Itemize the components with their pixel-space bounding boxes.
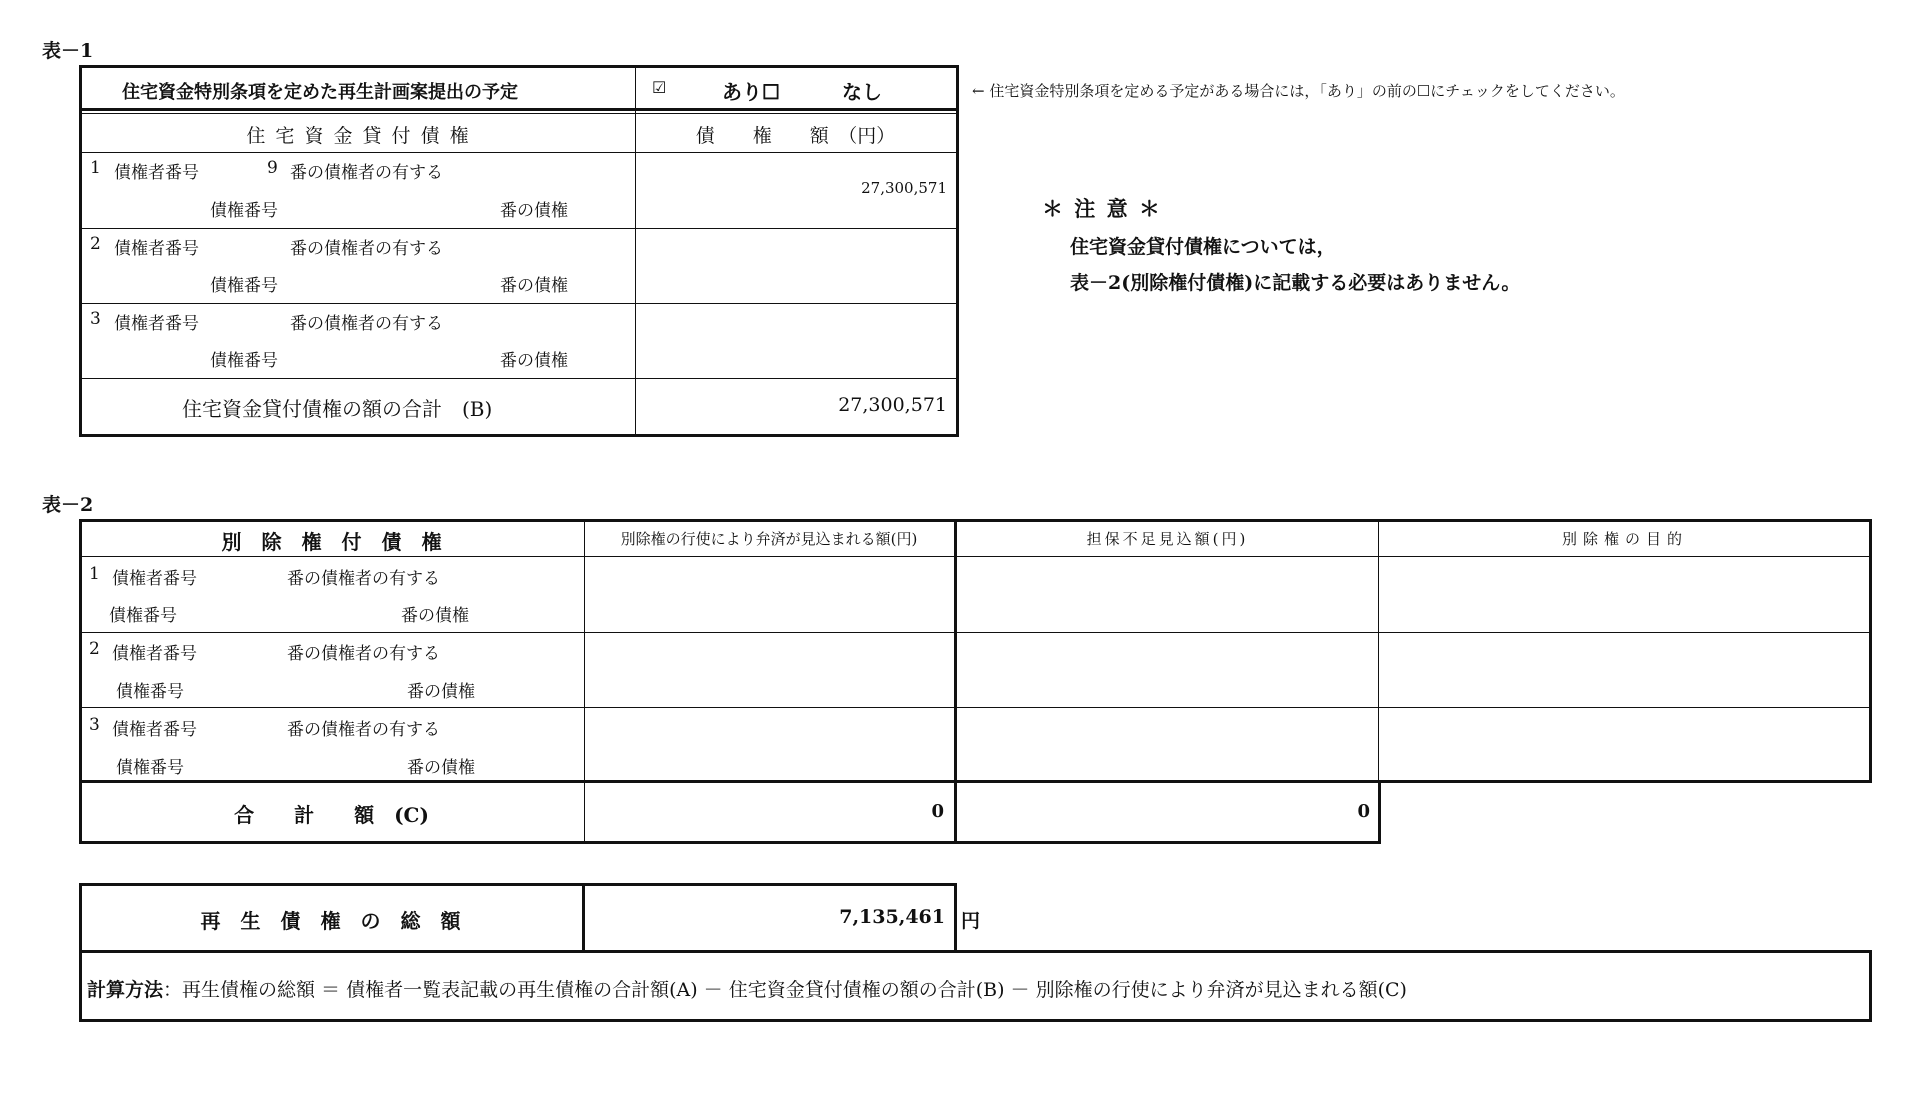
row-number: 1 [90,158,101,178]
table2-header-col2: 別除権の行使により弁済が見込まれる額(円) [620,530,918,548]
owned-label: 番の債権者の有する [290,239,443,259]
table2 [79,519,1872,844]
row-number: 1 [89,564,100,584]
summary-value: 7,135,461 [839,906,945,928]
method-text: ：再生債権の総額 ＝ 債権者一覧表記載の再生債権の合計額(A) － 住宅資金貸付債権の額の合計(B) － 別除権の行使により弁済が見込まれる額(C) [163,979,1407,1001]
owned-label: 番の債権者の有する [287,644,440,664]
row-number: 2 [90,234,101,254]
claim-suffix: 番の債権 [500,276,568,296]
owned-label: 番の債権者の有する [287,720,440,740]
notice-title: ＊ 注 意 ＊ [1042,196,1162,221]
creditor-number[interactable]: 9 [267,158,278,178]
claim-suffix: 番の債権 [407,758,475,778]
table1-header-right: 債 権 額 （円） [695,125,896,147]
claim-suffix: 番の債権 [500,351,568,371]
notice-line1: 住宅資金貸付債権については， [1070,236,1336,258]
plan-checkbox-icon[interactable]: ☑ [652,78,667,97]
plan-note: ← 住宅資金特別条項を定める予定がある場合には，「あり」の前の☐にチェックをしてください。 [972,82,1625,100]
creditor-label: 債権者番号 [114,163,199,183]
row-number: 3 [90,309,101,329]
table2-label: 表－2 [42,494,94,516]
summary-unit: 円 [961,910,981,932]
owned-label: 番の債権者の有する [290,163,443,183]
creditor-label: 債権者番号 [114,239,199,259]
claim-label: 債権番号 [210,351,278,371]
creditor-label: 債権者番号 [112,644,197,664]
row-number: 3 [89,715,100,735]
table1-total-value: 27,300,571 [838,394,947,416]
plan-label: 住宅資金特別条項を定めた再生計画案提出の予定 [122,82,518,103]
claim-suffix: 番の債権 [407,682,475,702]
table2-total-col3: 0 [1357,801,1370,822]
table2-total-label: 合 計 額 (C) [234,803,429,827]
claim-suffix: 番の債権 [500,201,568,221]
table2-header-col1: 別 除 権 付 債 権 [221,530,442,554]
table1-total-label: 住宅資金貸付債権の額の合計 (B) [182,397,493,421]
calculation-method [87,975,1407,1002]
option-no[interactable]: なし [842,80,882,104]
claim-label: 債権番号 [116,682,184,702]
claim-label: 債権番号 [210,276,278,296]
creditor-label: 債権者番号 [112,720,197,740]
claim-label: 債権番号 [109,606,177,626]
table1-header-left: 住 宅 資 金 貸 付 債 権 [246,125,471,147]
table1 [79,65,959,437]
table2-total-col2: 0 [931,801,944,822]
row-number: 2 [89,639,100,659]
owned-label: 番の債権者の有する [290,314,443,334]
claim-suffix: 番の債権 [401,606,469,626]
summary-box [79,883,1872,1022]
claim-label: 債権番号 [116,758,184,778]
creditor-label: 債権者番号 [114,314,199,334]
owned-label: 番の債権者の有する [287,569,440,589]
notice-line2: 表－2(別除権付債権)に記載する必要はありません。 [1070,272,1521,294]
claim-label: 債権番号 [210,201,278,221]
table2-header-col3: 担保不足見込額(円) [1086,530,1249,548]
row-amount[interactable]: 27,300,571 [861,179,947,197]
table1-label: 表－1 [42,40,94,62]
method-label: 計算方法 [87,979,164,1001]
table2-header-col4: 別除権の目的 [1561,530,1688,548]
summary-label: 再 生 債 権 の 総 額 [200,909,461,933]
option-yes[interactable]: あり☐ [722,80,780,104]
creditor-label: 債権者番号 [112,569,197,589]
